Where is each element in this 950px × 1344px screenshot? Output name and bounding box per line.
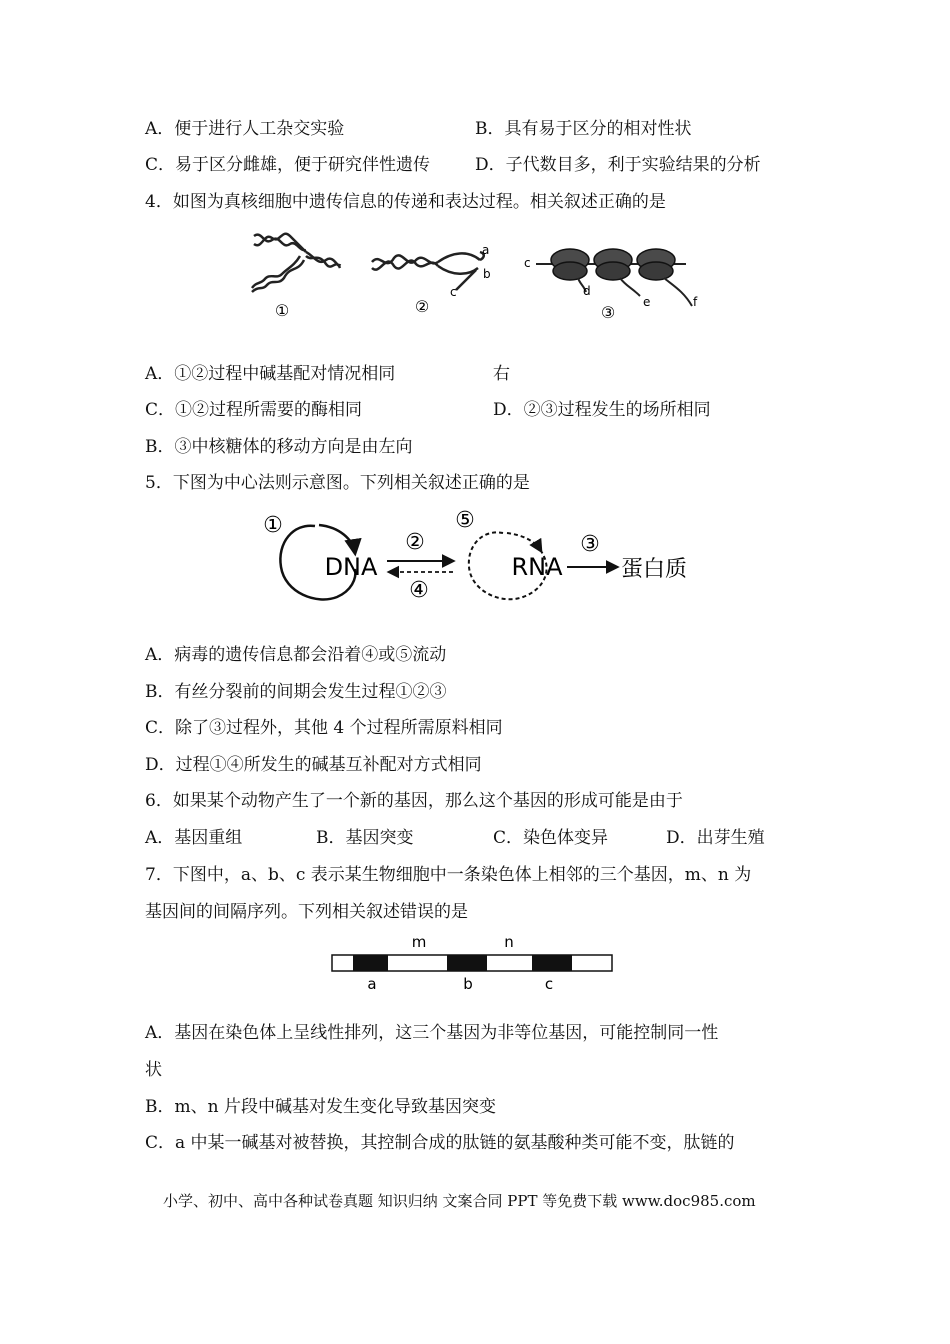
q3-option-d: D．子代数目多，利于实验结果的分析 [475,155,761,175]
q5-option-a: A．病毒的遗传信息都会沿着④或⑤流动 [145,645,447,665]
fig5-num-1: ① [263,513,283,538]
q6-option-c: C．染色体变异 [493,828,609,848]
q7-option-c: C．a 中某一碱基对被替换，其控制合成的肽链的氨基酸种类可能不变，肽链的 [145,1133,735,1153]
q3-option-c: C．易于区分雌雄，便于研究伴性遗传 [145,155,431,175]
q4-stem: 4．如图为真核细胞中遗传信息的传递和表达过程。相关叙述正确的是 [145,192,666,212]
fig4-label-3: ③ [600,303,616,322]
q7-option-a-line-2: 状 [145,1060,162,1080]
q6-stem: 6．如果某个动物产生了一个新的基因，那么这个基因的形成可能是由于 [145,791,683,811]
q3-option-a: A．便于进行人工杂交实验 [145,119,345,139]
q5-stem: 5．下图为中心法则示意图。下列相关叙述正确的是 [145,473,530,493]
q7-option-b: B．m、n 片段中碱基对发生变化导致基因突变 [145,1097,496,1117]
q6-options [145,826,765,850]
q7-option-a-line-1: A．基因在染色体上呈线性排列，这三个基因为非等位基因，可能控制同一性 [145,1023,719,1043]
spacer-n-label: n [504,933,514,951]
q3-option-b: B．具有易于区分的相对性状 [475,119,692,139]
q5-figure [255,505,705,610]
fig4-f: f [693,295,698,309]
fig4-c3: c [524,256,531,270]
q6-option-d: D．出芽生殖 [666,828,765,848]
fig5-num-5: ⑤ [455,508,475,533]
q4-option-b: B．③中核糖体的移动方向是由左向 [145,437,413,457]
q6-option-b: B．基因突变 [316,828,414,848]
q6-option-a: A．基因重组 [145,828,243,848]
protein-label: 蛋白质 [621,557,688,582]
fig5-num-2: ② [405,530,425,555]
q4-figure [240,222,720,327]
fig4-b: b [483,267,491,281]
rna-label: RNA [511,553,563,581]
translation-diagram [536,249,692,306]
q5-option-c: C．除了③过程外，其他 4 个过程所需原料相同 [145,718,503,738]
fig4-c: c [450,285,457,299]
gene-a-label: a [367,975,377,993]
q3-option-row-1 [145,117,692,141]
q7-chromosome-figure [325,930,625,998]
q4-option-a: A．①②过程中碱基配对情况相同 [145,364,396,384]
gene-c-block [532,955,572,971]
fig4-label-2: ② [414,297,430,316]
q4-option-c: C．①②过程所需要的酶相同 [145,400,363,420]
fig5-num-4: ④ [409,578,429,603]
q4-option-row-1 [145,362,510,386]
gene-b-label: b [463,975,473,993]
q4-option-d: D．②③过程发生的场所相同 [493,400,711,420]
page-footer: 小学、初中、高中各种试卷真题 知识归纳 文案合同 PPT 等免费下载 www.doc985.com [163,1192,756,1210]
fig4-label-1: ① [274,301,290,320]
q7-stem-line-1: 7．下图中，a、b、c 表示某生物细胞中一条染色体上相邻的三个基因，m、n 为 [145,865,752,885]
q7-stem-line-2: 基因间的间隔序列。下列相关叙述错误的是 [145,902,468,922]
fig5-num-3: ③ [580,532,600,557]
gene-b-block [447,955,487,971]
fig4-a: a [482,243,490,257]
spacer-m-label: m [411,933,427,951]
q5-option-b: B．有丝分裂前的间期会发生过程①②③ [145,682,447,702]
dna-label: DNA [324,553,378,581]
transcription-diagram [372,252,484,290]
fig4-e: e [643,295,651,309]
gene-c-label: c [544,975,554,993]
gene-a-block [353,955,388,971]
q3-option-row-2 [145,153,761,177]
q4-stray-right: 右 [493,364,510,384]
replication-diagram [252,234,340,292]
q5-option-d: D．过程①④所发生的碱基互补配对方式相同 [145,755,482,775]
q4-option-row-2 [145,398,711,422]
fig4-d: d [583,284,591,298]
